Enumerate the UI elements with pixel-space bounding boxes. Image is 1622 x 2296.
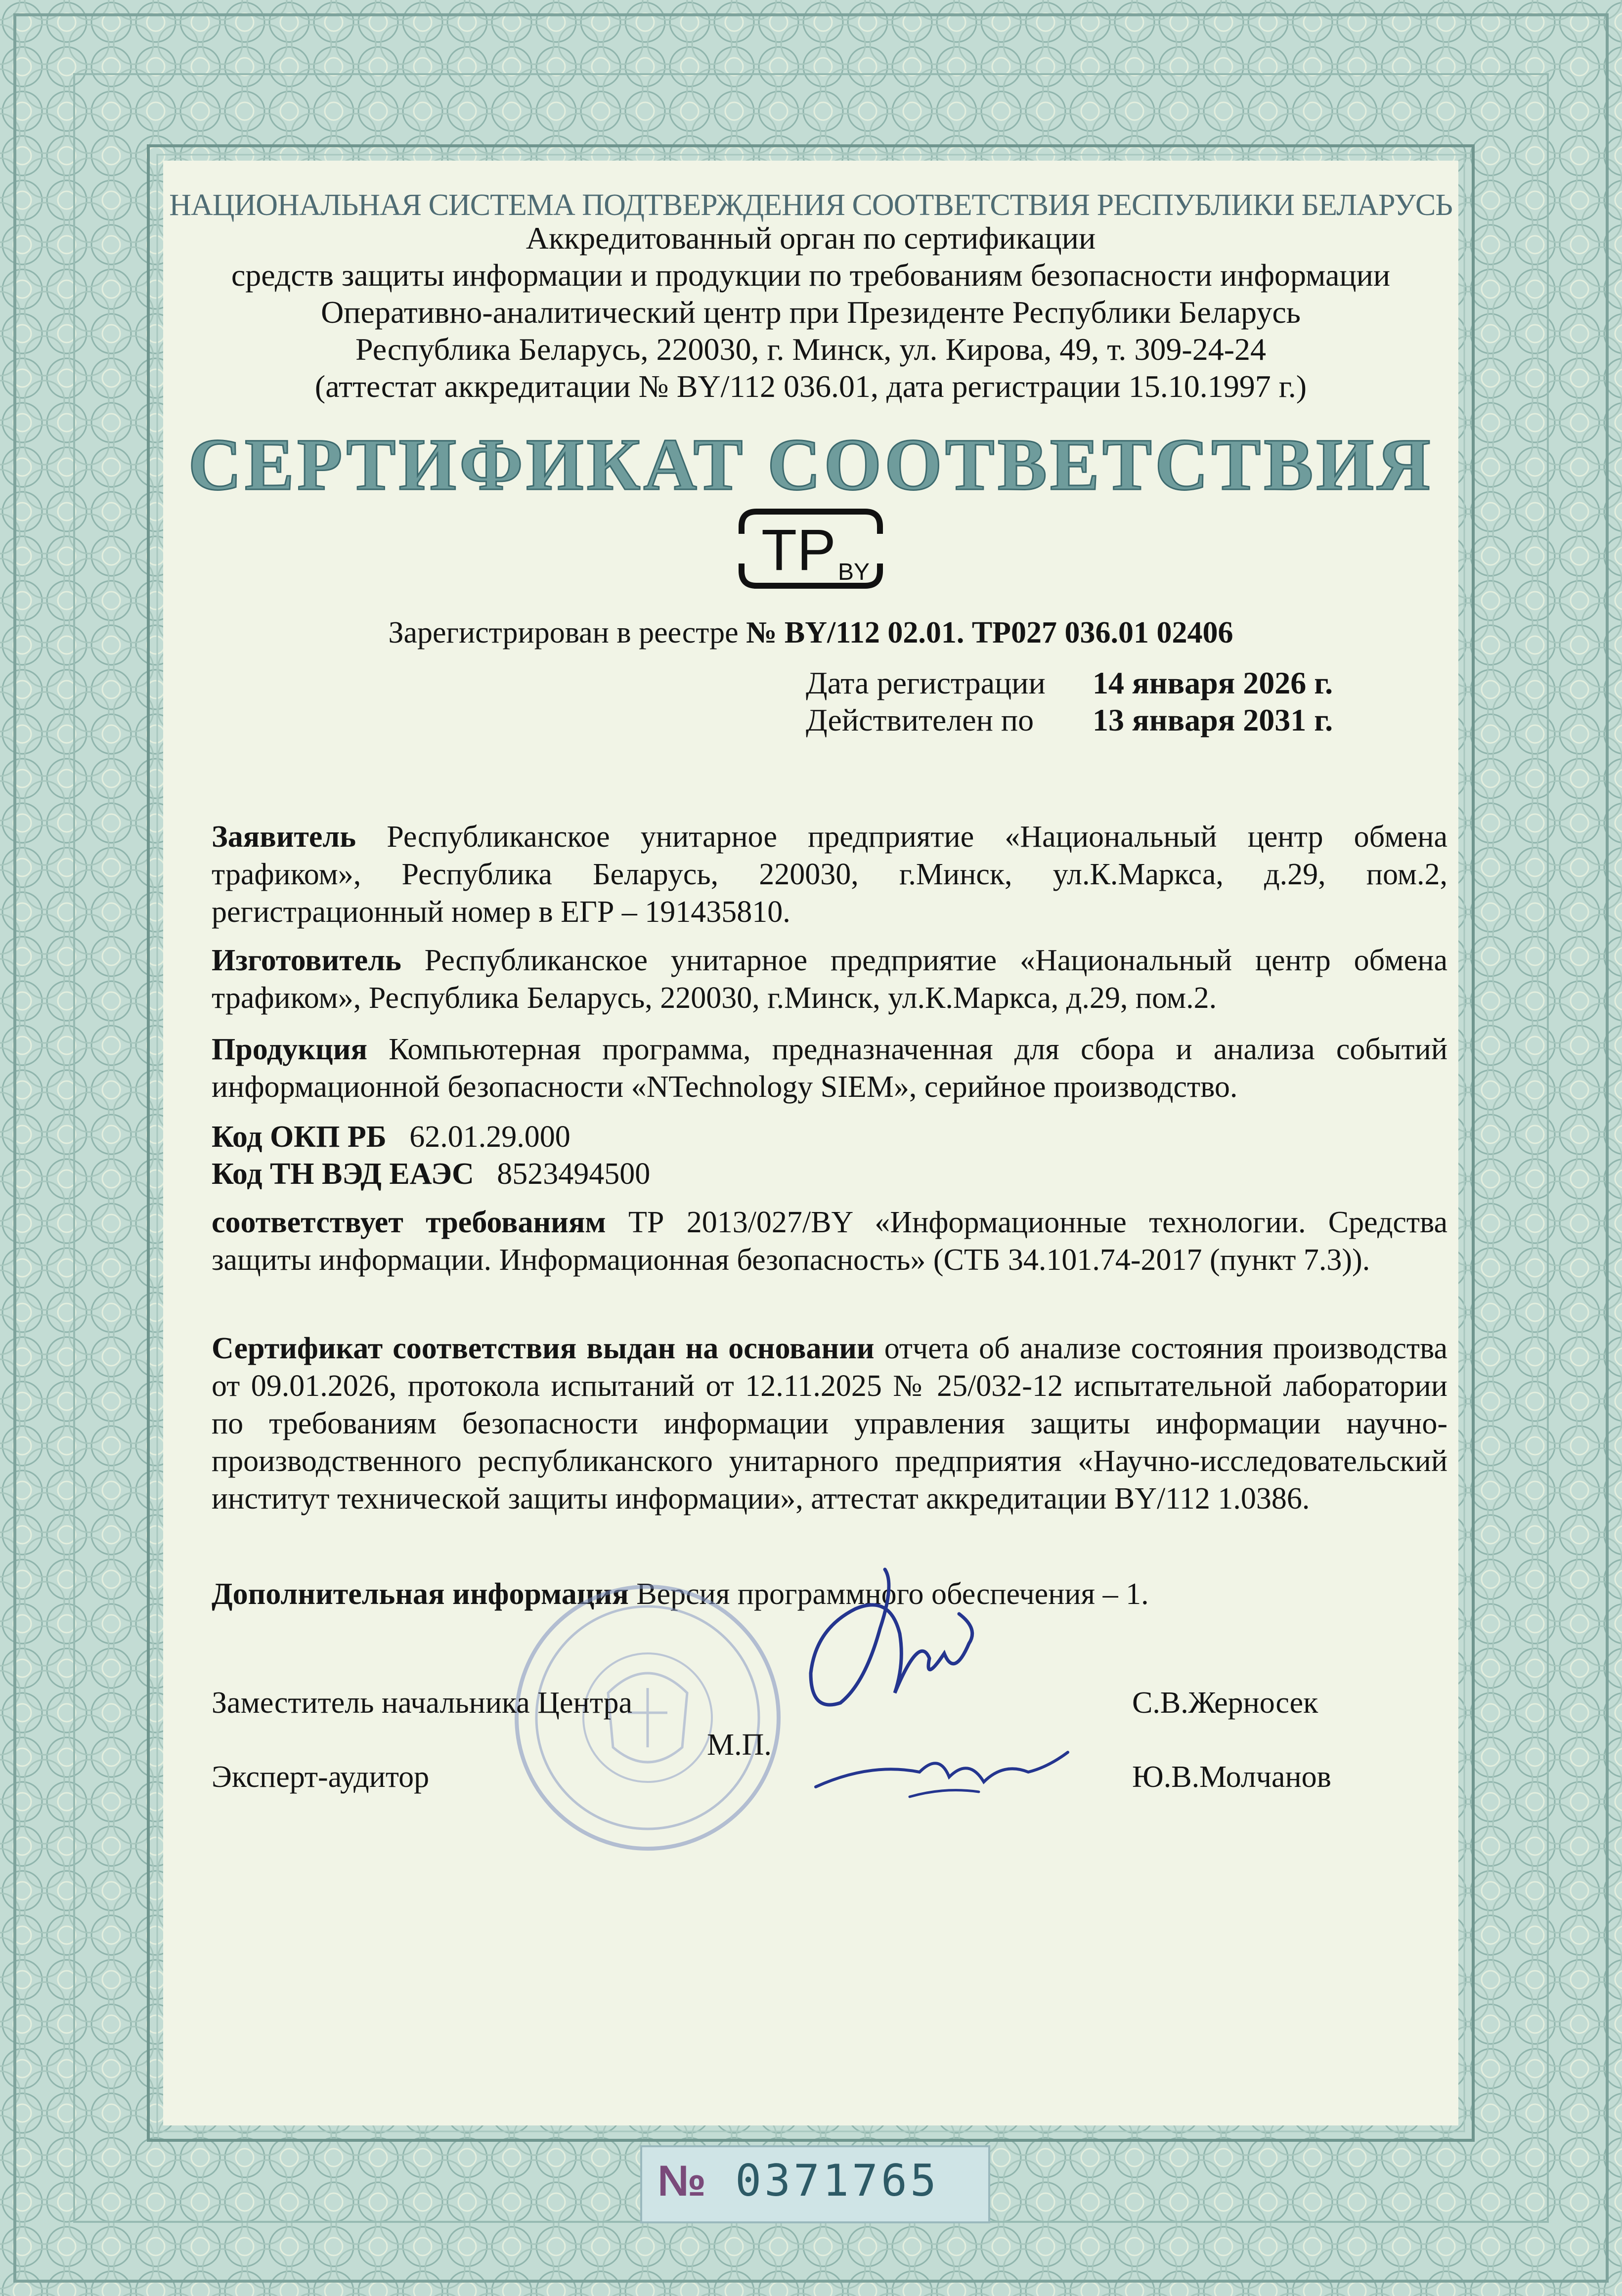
registry-label: Зарегистрирован в реестре xyxy=(388,616,739,650)
registry-number: № BY/112 02.01. ТР027 036.01 02406 xyxy=(746,616,1233,650)
serial-number xyxy=(658,2155,939,2206)
header-line-5: (аттестат аккредитации № BY/112 036.01, дата регистрации 15.10.1997 г.) xyxy=(314,369,1307,404)
expert-name: Ю.В.Молчанов xyxy=(1132,1760,1331,1794)
certificate-title xyxy=(163,425,1458,504)
additional-text: Версия программного обеспечения – 1. xyxy=(636,1577,1149,1611)
additional-label: Дополнительная информация xyxy=(212,1577,629,1611)
serial-prefix: № xyxy=(658,2156,706,2205)
basis-text: отчета об анализе состояния производства от 09.01.2026, протокола испытаний от 12.11.2025 № 25/032-12 испытательной лаборатории по требованиям безопасности информации управления защиты информации научно-производственного республиканского унитарного предприятия «Научно-исследовательский институт технической защиты информации», аттестат аккредитации BY/112 1.0386. xyxy=(212,1332,1447,1516)
certificate-title-text: СЕРТИФИКАТ СООТВЕТСТВИЯ xyxy=(188,425,1434,504)
valid-until-value: 13 января 2031 г. xyxy=(1093,702,1333,737)
serial-value: 0371765 xyxy=(735,2155,939,2206)
tr-mark-sub: BY xyxy=(838,559,870,585)
system-name: НАЦИОНАЛЬНАЯ СИСТЕМА ПОДТВЕРЖДЕНИЯ СООТВЕТСТВИЯ РЕСПУБЛИКИ БЕЛАРУСЬ xyxy=(169,188,1452,222)
product-text: Компьютерная программа, предназначенная для сбора и анализа событий информационной безопасности «NTechnology SIEM», серийное производство. xyxy=(212,1033,1448,1104)
product-section xyxy=(212,1031,1447,1106)
okp-code xyxy=(212,1120,570,1155)
conformity-label: соответствует требованиям xyxy=(212,1206,606,1239)
basis-label: Сертификат соответствия выдан на основании xyxy=(212,1332,875,1365)
manufacturer-section xyxy=(212,942,1447,1017)
tr-mark-main: ТР xyxy=(761,518,836,583)
okp-label: Код ОКП РБ xyxy=(212,1120,387,1154)
tnved-label: Код ТН ВЭД ЕАЭС xyxy=(212,1157,474,1191)
valid-until-label: Действителен по xyxy=(806,702,1034,737)
tnved-value: 8523494500 xyxy=(497,1157,651,1191)
manufacturer-label: Изготовитель xyxy=(212,944,401,977)
tr-mark-icon xyxy=(737,507,885,591)
manufacturer-text: Республиканское унитарное предприятие «Национальный центр обмена трафиком», Республика Беларусь, 220030, г.Минск, ул.К.Маркса, д.29, пом.2. xyxy=(212,944,1448,1015)
basis-section xyxy=(212,1330,1447,1517)
okp-value: 62.01.29.000 xyxy=(409,1120,570,1154)
signature-icon xyxy=(771,1555,1078,1831)
applicant-label: Заявитель xyxy=(212,820,356,854)
tnved-code xyxy=(212,1157,650,1192)
conformity-text: ТР 2013/027/BY «Информационные технологии. Средства защиты информации. Информационная безопасность» (СТБ 34.101.74-2017 (пункт 7.3)). xyxy=(212,1206,1447,1277)
product-label: Продукция xyxy=(212,1033,367,1066)
deputy-name: С.В.Жерносек xyxy=(1132,1686,1318,1720)
header-line-1: Аккредитованный орган по сертификации xyxy=(526,220,1096,256)
registry-line xyxy=(163,615,1458,650)
header-line-3: Оперативно-аналитический центр при Президенте Республики Беларусь xyxy=(321,295,1301,330)
registration-date-label: Дата регистрации xyxy=(806,665,1046,700)
registration-date-value: 14 января 2026 г. xyxy=(1093,665,1333,700)
tr-mark xyxy=(737,507,885,591)
header-line-2: средств защиты информации и продукции по требованиям безопасности информации xyxy=(231,258,1391,293)
expert-title: Эксперт-аудитор xyxy=(212,1760,430,1794)
applicant-text: Республиканское унитарное предприятие «Национальный центр обмена трафиком», Республика Беларусь, 220030, г.Минск, ул.К.Маркса, д.29, пом.2, регистрационный номер в ЕГР – 191435810. xyxy=(212,820,1448,929)
applicant-section xyxy=(212,818,1447,931)
stamp-place-label: М.П. xyxy=(707,1728,772,1762)
header-line-4: Республика Беларусь, 220030, г. Минск, ул. Кирова, 49, т. 309-24-24 xyxy=(355,332,1267,367)
deputy-title: Заместитель начальника Центра xyxy=(212,1686,633,1720)
conformity-section xyxy=(212,1204,1447,1279)
